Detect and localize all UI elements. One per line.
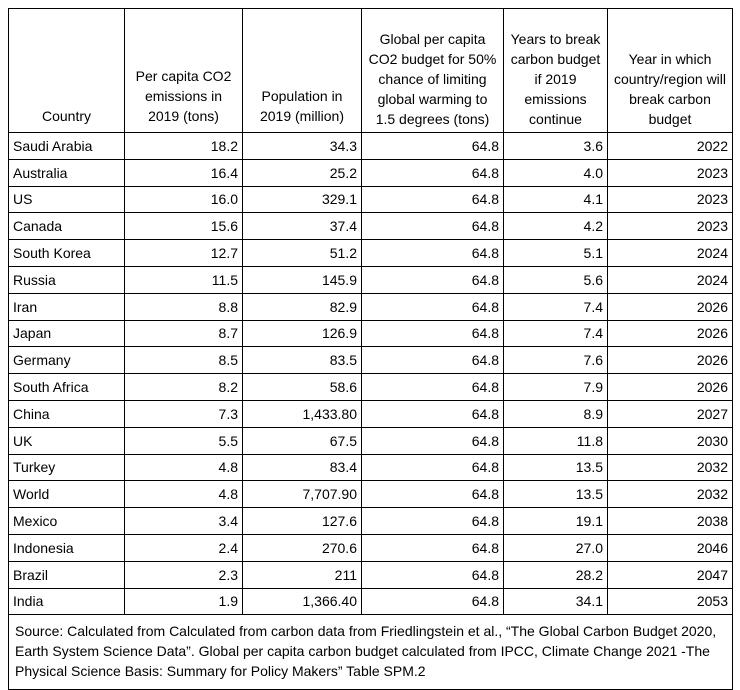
break-year-cell: 2046 [608,534,733,561]
break-year-cell: 2026 [608,347,733,374]
country-cell: Canada [9,213,125,240]
budget-cell: 64.8 [362,159,504,186]
emissions-cell: 4.8 [125,454,243,481]
table-body [9,133,733,615]
budget-cell: 64.8 [362,320,504,347]
emissions-cell: 8.2 [125,374,243,401]
emissions-cell: 16.0 [125,186,243,213]
carbon-budget-table [8,8,733,690]
years-cell: 7.4 [504,293,608,320]
population-cell: 67.5 [243,427,362,454]
table-row [9,213,733,240]
country-cell: Germany [9,347,125,374]
header-row [9,9,733,133]
budget-cell: 64.8 [362,213,504,240]
emissions-cell: 1.9 [125,588,243,615]
break-year-cell: 2024 [608,240,733,267]
country-cell: US [9,186,125,213]
years-cell: 13.5 [504,481,608,508]
budget-cell: 64.8 [362,293,504,320]
break-year-cell: 2047 [608,561,733,588]
country-cell: India [9,588,125,615]
budget-cell: 64.8 [362,481,504,508]
emissions-cell: 5.5 [125,427,243,454]
budget-cell: 64.8 [362,508,504,535]
years-cell: 4.1 [504,186,608,213]
years-cell: 4.2 [504,213,608,240]
emissions-cell: 7.3 [125,400,243,427]
table-row [9,266,733,293]
break-year-cell: 2026 [608,293,733,320]
population-cell: 211 [243,561,362,588]
population-cell: 7,707.90 [243,481,362,508]
years-cell: 27.0 [504,534,608,561]
table-row [9,159,733,186]
break-year-cell: 2022 [608,133,733,160]
country-cell: Australia [9,159,125,186]
break-year-cell: 2026 [608,374,733,401]
population-cell: 83.5 [243,347,362,374]
years-cell: 7.6 [504,347,608,374]
emissions-cell: 15.6 [125,213,243,240]
header-country: Country [9,9,125,133]
budget-cell: 64.8 [362,347,504,374]
break-year-cell: 2027 [608,400,733,427]
population-cell: 82.9 [243,293,362,320]
header-years-to-break: Years to break carbon budget if 2019 emissions continue [504,9,608,133]
table-row [9,133,733,160]
budget-cell: 64.8 [362,374,504,401]
budget-cell: 64.8 [362,454,504,481]
source-row [9,615,733,690]
budget-cell: 64.8 [362,427,504,454]
country-cell: Saudi Arabia [9,133,125,160]
population-cell: 270.6 [243,534,362,561]
years-cell: 11.8 [504,427,608,454]
table-row [9,293,733,320]
carbon-budget-table-container [8,8,732,690]
population-cell: 34.3 [243,133,362,160]
budget-cell: 64.8 [362,240,504,267]
years-cell: 3.6 [504,133,608,160]
break-year-cell: 2023 [608,213,733,240]
population-cell: 1,433.80 [243,400,362,427]
break-year-cell: 2023 [608,186,733,213]
country-cell: China [9,400,125,427]
table-row [9,400,733,427]
population-cell: 329.1 [243,186,362,213]
emissions-cell: 18.2 [125,133,243,160]
population-cell: 126.9 [243,320,362,347]
break-year-cell: 2038 [608,508,733,535]
table-row [9,427,733,454]
country-cell: UK [9,427,125,454]
header-global-budget: Global per capita CO2 budget for 50% chance of limiting global warming to 1.5 degrees (tons) [362,9,504,133]
break-year-cell: 2053 [608,588,733,615]
years-cell: 34.1 [504,588,608,615]
emissions-cell: 2.4 [125,534,243,561]
years-cell: 4.0 [504,159,608,186]
population-cell: 83.4 [243,454,362,481]
table-row [9,347,733,374]
emissions-cell: 11.5 [125,266,243,293]
table-row [9,481,733,508]
emissions-cell: 8.8 [125,293,243,320]
break-year-cell: 2030 [608,427,733,454]
country-cell: South Korea [9,240,125,267]
break-year-cell: 2032 [608,454,733,481]
emissions-cell: 12.7 [125,240,243,267]
years-cell: 19.1 [504,508,608,535]
years-cell: 5.1 [504,240,608,267]
budget-cell: 64.8 [362,534,504,561]
budget-cell: 64.8 [362,588,504,615]
population-cell: 51.2 [243,240,362,267]
budget-cell: 64.8 [362,400,504,427]
emissions-cell: 2.3 [125,561,243,588]
population-cell: 58.6 [243,374,362,401]
header-break-year: Year in which country/region will break carbon budget [608,9,733,133]
years-cell: 13.5 [504,454,608,481]
budget-cell: 64.8 [362,186,504,213]
table-row [9,561,733,588]
country-cell: Indonesia [9,534,125,561]
emissions-cell: 4.8 [125,481,243,508]
population-cell: 1,366.40 [243,588,362,615]
break-year-cell: 2023 [608,159,733,186]
country-cell: South Africa [9,374,125,401]
table-row [9,508,733,535]
break-year-cell: 2024 [608,266,733,293]
budget-cell: 64.8 [362,266,504,293]
years-cell: 5.6 [504,266,608,293]
emissions-cell: 8.7 [125,320,243,347]
population-cell: 145.9 [243,266,362,293]
population-cell: 127.6 [243,508,362,535]
header-population: Population in 2019 (million) [243,9,362,133]
header-per-capita-emissions: Per capita CO2 emissions in 2019 (tons) [125,9,243,133]
table-row [9,588,733,615]
break-year-cell: 2026 [608,320,733,347]
country-cell: Turkey [9,454,125,481]
years-cell: 7.4 [504,320,608,347]
break-year-cell: 2032 [608,481,733,508]
country-cell: Japan [9,320,125,347]
country-cell: Iran [9,293,125,320]
budget-cell: 64.8 [362,561,504,588]
table-row [9,320,733,347]
years-cell: 7.9 [504,374,608,401]
years-cell: 28.2 [504,561,608,588]
population-cell: 37.4 [243,213,362,240]
table-row [9,454,733,481]
country-cell: Brazil [9,561,125,588]
budget-cell: 64.8 [362,133,504,160]
table-row [9,240,733,267]
country-cell: Mexico [9,508,125,535]
country-cell: World [9,481,125,508]
emissions-cell: 16.4 [125,159,243,186]
emissions-cell: 8.5 [125,347,243,374]
table-row [9,534,733,561]
source-note: Source: Calculated from Calculated from carbon data from Friedlingstein et al., “The Global Carbon Budget 2020, Earth System Science Data”. Global per capita carbon budget calculated from IPCC, Climate Change 2021 -The Physical Science Basis: Summary for Policy Makers” Table SPM.2 [9,615,733,690]
population-cell: 25.2 [243,159,362,186]
emissions-cell: 3.4 [125,508,243,535]
years-cell: 8.9 [504,400,608,427]
table-row [9,186,733,213]
table-row [9,374,733,401]
country-cell: Russia [9,266,125,293]
